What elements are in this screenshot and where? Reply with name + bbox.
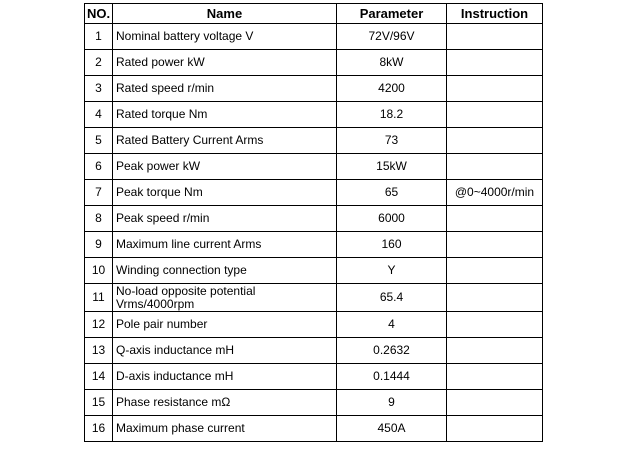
row-parameter-cell: 160 — [337, 232, 447, 258]
row-name-cell — [113, 284, 337, 312]
row-name-cell: Maximum line current Arms — [113, 232, 337, 258]
row-parameter-cell: 72V/96V — [337, 24, 447, 50]
row-number-cell: 14 — [85, 364, 113, 390]
row-number-cell: 10 — [85, 258, 113, 284]
row-number-cell: 12 — [85, 312, 113, 338]
row-parameter-cell: 18.2 — [337, 102, 447, 128]
table-row — [85, 416, 543, 442]
row-instruction-cell — [447, 154, 543, 180]
row-name-cell: Q-axis inductance mH — [113, 338, 337, 364]
table-row — [85, 338, 543, 364]
row-number-cell: 8 — [85, 206, 113, 232]
row-instruction-cell — [447, 258, 543, 284]
table-row — [85, 364, 543, 390]
row-parameter-cell: 4 — [337, 312, 447, 338]
row-parameter-cell: 450A — [337, 416, 447, 442]
row-instruction-cell — [447, 284, 543, 312]
row-instruction-cell — [447, 338, 543, 364]
table-row — [85, 50, 543, 76]
row-instruction-cell — [447, 76, 543, 102]
row-parameter-cell: 4200 — [337, 76, 447, 102]
row-number-cell: 13 — [85, 338, 113, 364]
table-row — [85, 154, 543, 180]
row-name-cell: Pole pair number — [113, 312, 337, 338]
header-name: Name — [113, 4, 337, 24]
parameter-table — [84, 3, 543, 442]
row-parameter-cell: 15kW — [337, 154, 447, 180]
row-instruction-cell — [447, 24, 543, 50]
row-name-cell: Peak speed r/min — [113, 206, 337, 232]
table-row — [85, 180, 543, 206]
table-row — [85, 24, 543, 50]
row-name-cell: Nominal battery voltage V — [113, 24, 337, 50]
row-instruction-cell — [447, 50, 543, 76]
table-row — [85, 102, 543, 128]
row-parameter-cell: 0.1444 — [337, 364, 447, 390]
row-name-cell: Winding connection type — [113, 258, 337, 284]
table-row — [85, 312, 543, 338]
table-row — [85, 390, 543, 416]
table-row — [85, 284, 543, 312]
row-instruction-cell — [447, 232, 543, 258]
row-name-cell: Rated power kW — [113, 50, 337, 76]
row-parameter-cell: 73 — [337, 128, 447, 154]
row-number-cell: 11 — [85, 284, 113, 312]
row-name-cell: Rated speed r/min — [113, 76, 337, 102]
row-number-cell: 16 — [85, 416, 113, 442]
row-instruction-cell — [447, 416, 543, 442]
row-number-cell: 5 — [85, 128, 113, 154]
row-parameter-cell: 0.2632 — [337, 338, 447, 364]
row-number-cell: 2 — [85, 50, 113, 76]
row-instruction-cell — [447, 128, 543, 154]
header-instruction: Instruction — [447, 4, 543, 24]
header-no: NO. — [85, 4, 113, 24]
row-parameter-cell: 8kW — [337, 50, 447, 76]
row-name-cell: Phase resistance mΩ — [113, 390, 337, 416]
row-parameter-cell: 65.4 — [337, 284, 447, 312]
row-number-cell: 7 — [85, 180, 113, 206]
row-name-cell: Rated torque Nm — [113, 102, 337, 128]
row-instruction-cell — [447, 206, 543, 232]
table-row — [85, 232, 543, 258]
row-instruction-cell — [447, 312, 543, 338]
row-parameter-cell: 9 — [337, 390, 447, 416]
row-number-cell: 3 — [85, 76, 113, 102]
row-instruction-cell: @0~4000r/min — [447, 180, 543, 206]
row-instruction-cell — [447, 390, 543, 416]
row-parameter-cell: 6000 — [337, 206, 447, 232]
header-parameter: Parameter — [337, 4, 447, 24]
row-instruction-cell — [447, 364, 543, 390]
table-row — [85, 76, 543, 102]
row-number-cell: 9 — [85, 232, 113, 258]
row-parameter-cell: 65 — [337, 180, 447, 206]
table-row — [85, 128, 543, 154]
row-name-cell: Rated Battery Current Arms — [113, 128, 337, 154]
row-number-cell: 15 — [85, 390, 113, 416]
table-row — [85, 206, 543, 232]
row-name-cell: D-axis inductance mH — [113, 364, 337, 390]
row-name-cell: Peak torque Nm — [113, 180, 337, 206]
table-row — [85, 258, 543, 284]
row-parameter-cell: Y — [337, 258, 447, 284]
row-name-cell: Maximum phase current — [113, 416, 337, 442]
row-number-cell: 6 — [85, 154, 113, 180]
row-name-text: No-load opposite potential Vrms/4000rpm — [116, 284, 256, 311]
row-number-cell: 1 — [85, 24, 113, 50]
row-name-cell: Peak power kW — [113, 154, 337, 180]
row-instruction-cell — [447, 102, 543, 128]
row-number-cell: 4 — [85, 102, 113, 128]
header-row — [85, 4, 543, 24]
